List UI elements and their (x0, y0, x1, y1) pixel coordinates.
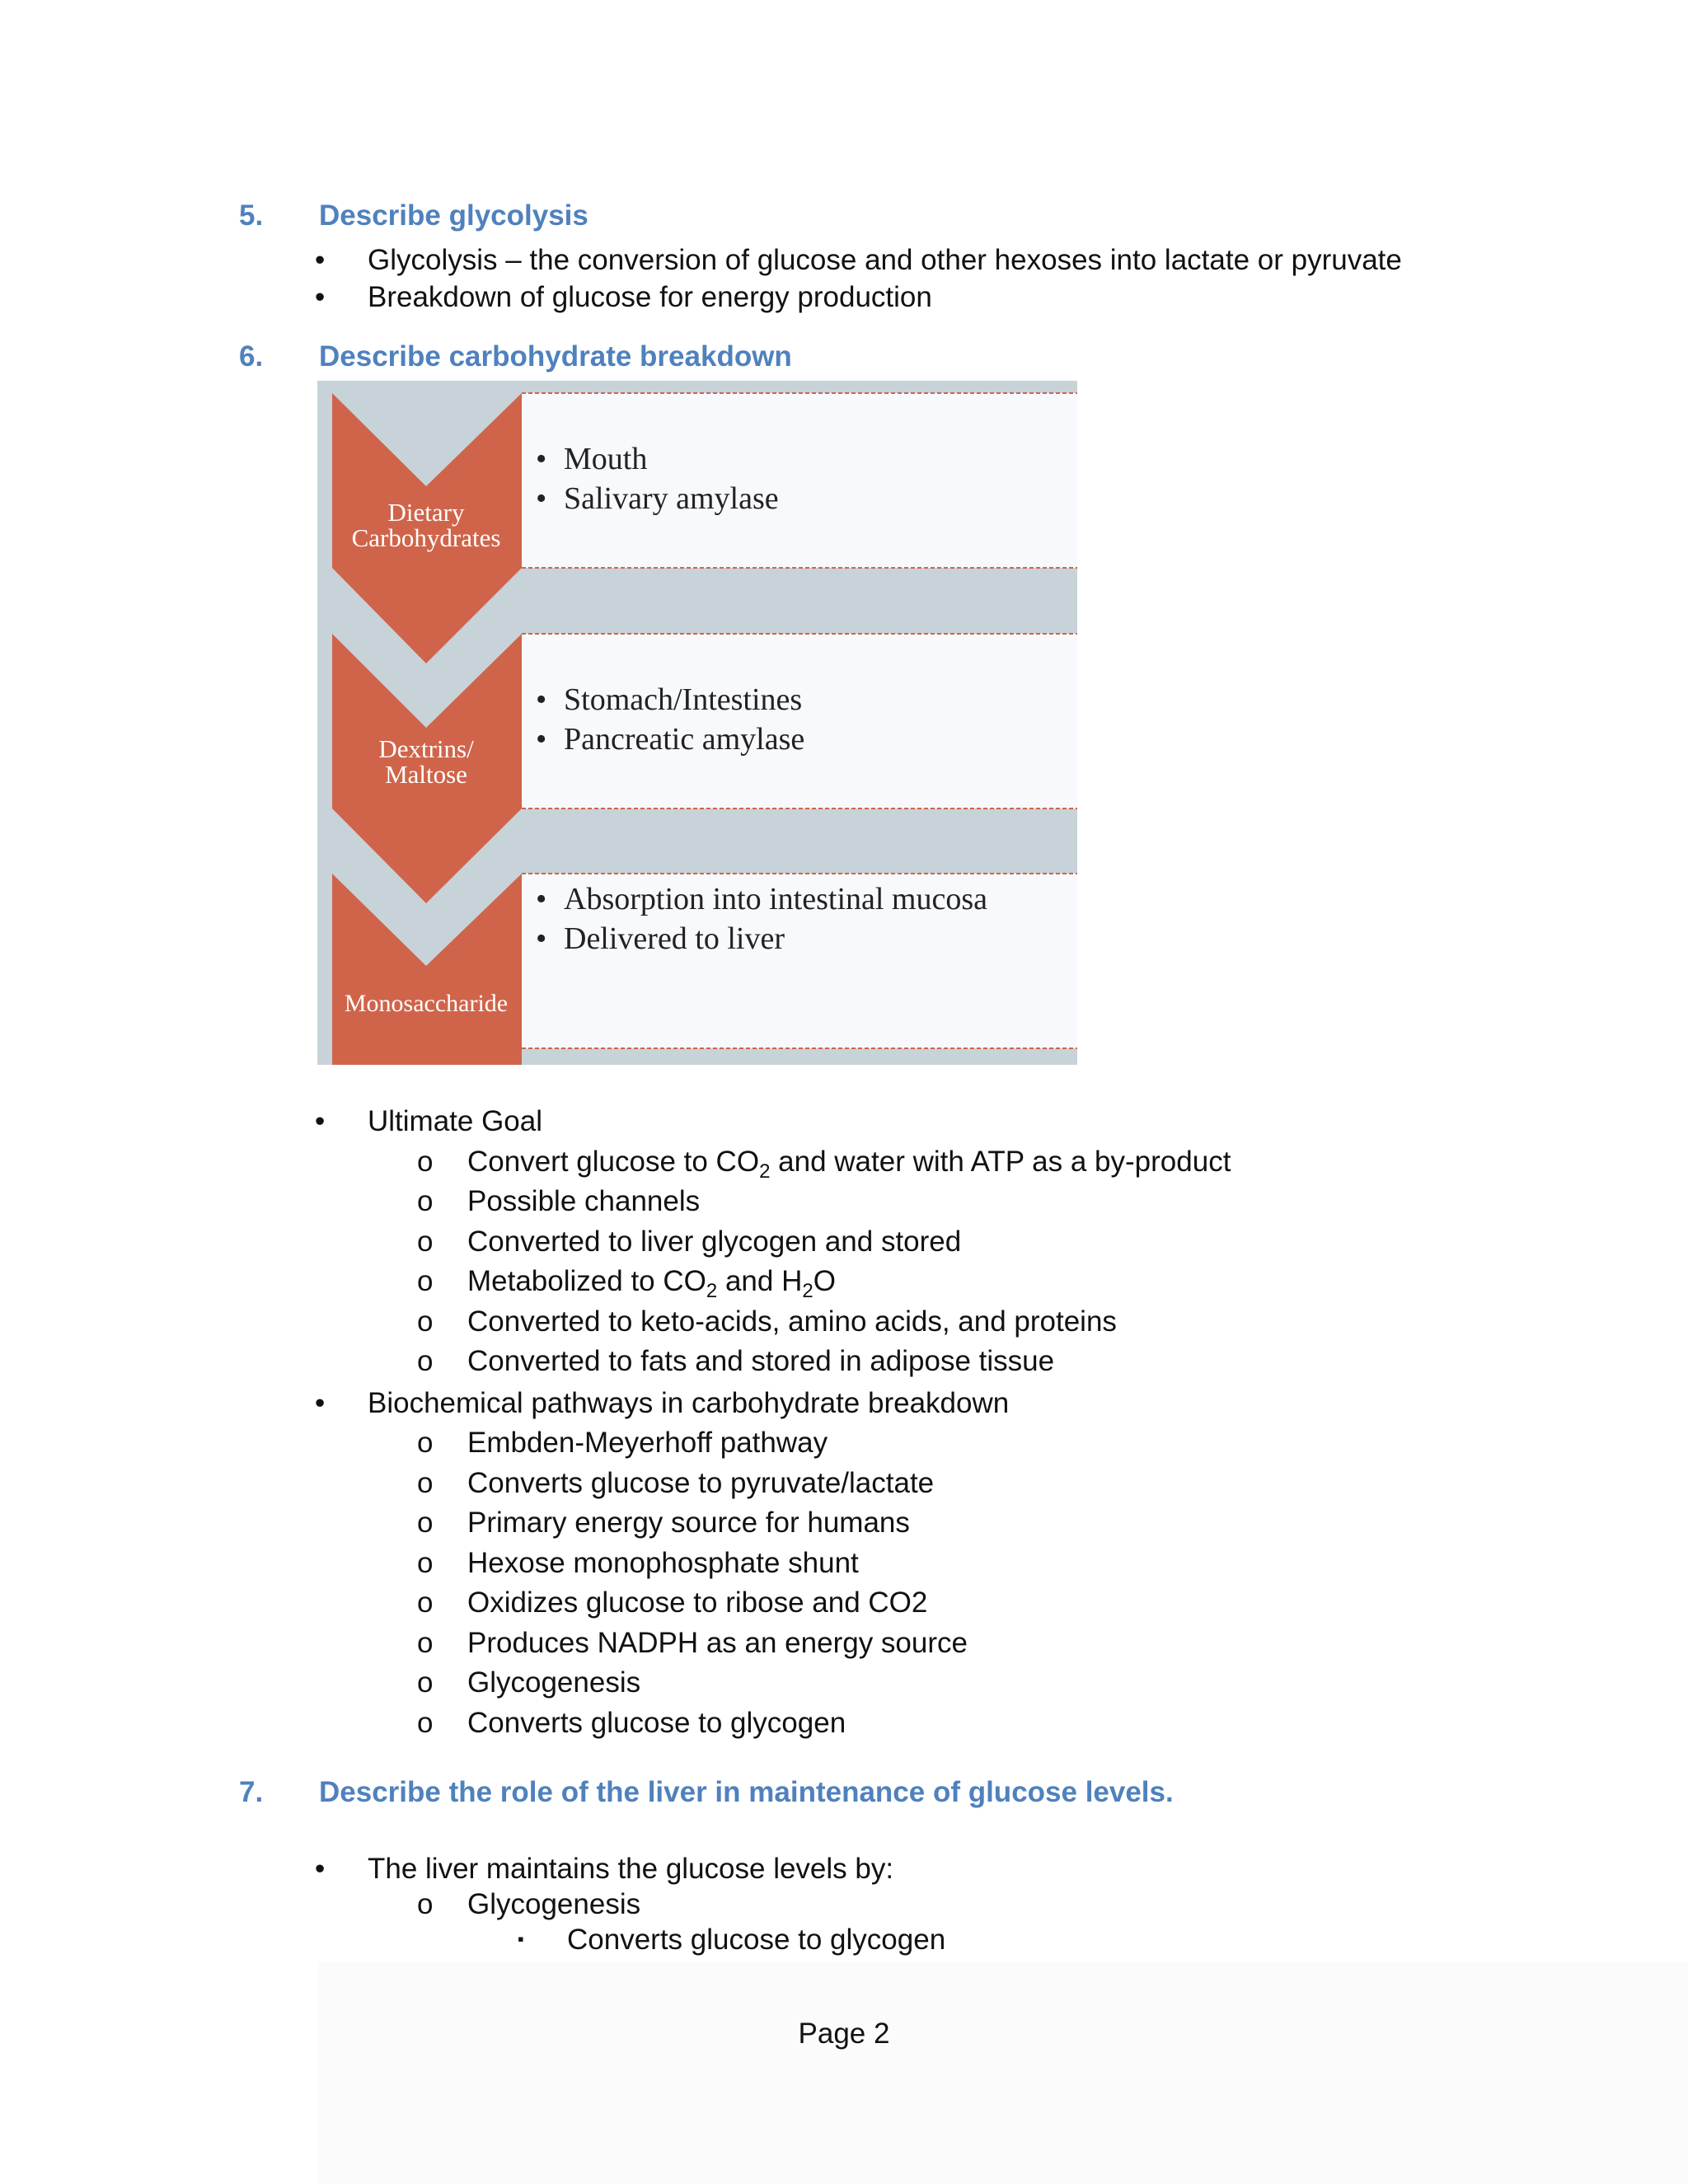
bullet: • (315, 1387, 326, 1419)
bullet: o (417, 1707, 434, 1739)
bullet: o (417, 1305, 434, 1338)
stage-item: Pancreatic amylase (564, 722, 805, 757)
stage-bullet: • (536, 481, 547, 516)
bullet: • (315, 281, 326, 313)
stage-label-line: Dietary (387, 498, 465, 527)
section-number: 6. (239, 340, 264, 373)
bullet: o (417, 1226, 434, 1258)
bullet: o (417, 1666, 434, 1699)
section-title: Describe glycolysis (319, 199, 588, 232)
section-number: 7. (239, 1776, 264, 1808)
bullet: o (417, 1547, 434, 1579)
stage-item: Salivary amylase (564, 481, 779, 516)
bullet: • (315, 1853, 326, 1885)
stage-label-line: Carbohydrates (351, 523, 501, 552)
stage-item: Delivered to liver (564, 921, 785, 956)
stage-bullet: • (536, 682, 547, 717)
stage-label-line: Maltose (385, 760, 467, 789)
bullet: o (417, 1265, 434, 1297)
bullet: o (417, 1185, 434, 1217)
bullet: o (417, 1586, 434, 1619)
section-title: Describe the role of the liver in maintenance of glucose levels. (319, 1776, 1174, 1808)
stage-item: Mouth (564, 442, 648, 476)
stage-bullet: • (536, 722, 547, 757)
bullet: o (417, 1507, 434, 1539)
bullet: • (315, 244, 326, 276)
page-number: Page 2 (798, 2018, 890, 2050)
stage-bullet: • (536, 442, 547, 476)
stage-label-line: Dextrins/ (378, 734, 474, 763)
section-number: 5. (239, 199, 264, 232)
bullet: o (417, 1345, 434, 1377)
stage-bullet: • (536, 921, 547, 956)
bullet: • (315, 1105, 326, 1137)
section-title: Describe carbohydrate breakdown (319, 340, 792, 373)
carbohydrate-breakdown-diagram (317, 381, 1077, 1065)
bullet: o (417, 1627, 434, 1659)
stage-panel (522, 393, 1077, 568)
stage-panel (522, 634, 1077, 808)
bullet: o (417, 1467, 434, 1499)
bullet: ▪ (518, 1929, 524, 1949)
bullet: o (417, 1427, 434, 1459)
stage-label-line: Monosaccharide (344, 990, 509, 1017)
bullet: o (417, 1146, 434, 1178)
stage-item: Stomach/Intestines (564, 682, 803, 717)
bullet: o (417, 1888, 434, 1920)
page-shade (317, 1961, 1688, 2184)
stage-item: Absorption into intestinal mucosa (564, 882, 988, 916)
stage-bullet: • (536, 882, 547, 916)
